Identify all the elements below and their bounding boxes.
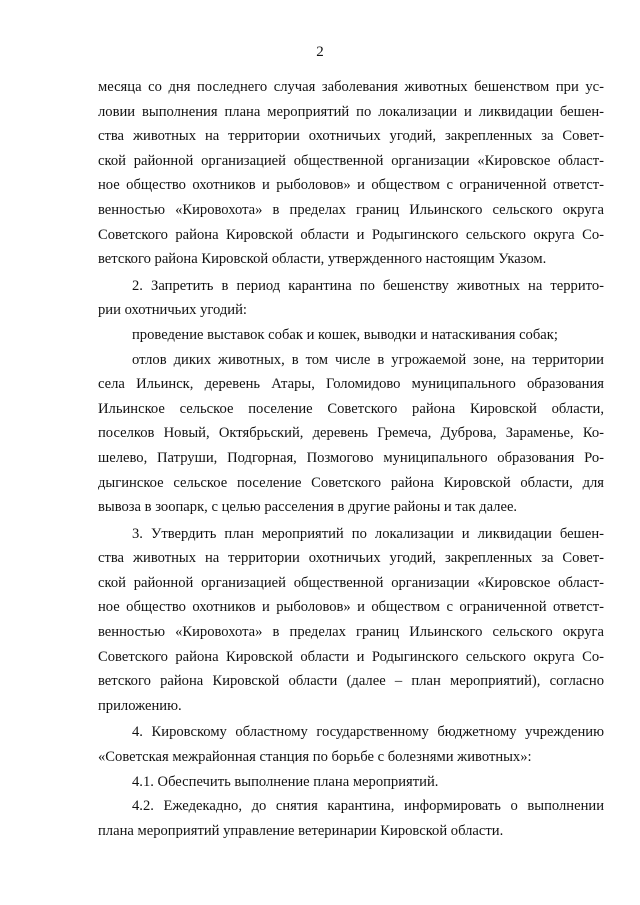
text-line: поселков Новый, Октябрьский, деревень Гремеча, Дуброва, Зараменье, Ко- [98, 425, 604, 442]
text-line: ской районной организацией общественной организации «Кировское област- [98, 152, 604, 169]
paragraph-4-start: 4. Кировскому областному государственному бюджетному учреждению [132, 724, 604, 741]
text-line: ства животных на территории охотничьих угодий, закрепленных за Совет- [98, 128, 604, 145]
text-line: венностью «Кировохота» в пределах границ Ильинского сельского округа [98, 201, 604, 218]
text-line: ветского района Кировской области, утвержденного настоящим Указом. [98, 251, 547, 268]
text-line: ловии выполнения плана мероприятий по локализации и ликвидации бешен- [98, 103, 604, 120]
text-line: ства животных на территории охотничьих угодий, закрепленных за Совет- [98, 550, 604, 567]
text-line: шелево, Патруши, Подгорная, Позмогово муниципального образования Ро- [98, 449, 604, 466]
text-line: вывоза в зоопарк, с целью расселения в другие районы и так далее. [98, 499, 518, 516]
text-line: ное общество охотников и рыболовов» и обществом с ограниченной ответст- [98, 599, 604, 616]
list-item: проведение выставок собак и кошек, выводки и натаскивания собак; [132, 326, 558, 343]
document-body [98, 75, 604, 843]
text-line: Ильинское сельское поселение Советского района Кировской области, [98, 400, 604, 417]
text-line: ской районной организацией общественной организации «Кировское област- [98, 574, 604, 591]
text-line: Советского района Кировской области и Родыгинского сельского округа Со- [98, 648, 604, 665]
text-line: приложению. [98, 697, 182, 714]
text-line: рии охотничьих угодий: [98, 302, 247, 319]
text-line: Советского района Кировской области и Родыгинского сельского округа Со- [98, 226, 604, 243]
text-line: ветского района Кировской области (далее – план мероприятий), согласно [98, 673, 604, 690]
list-item: отлов диких животных, в том числе в угрожаемой зоне, на территории [132, 351, 604, 368]
text-line: месяца со дня последнего случая заболевания животных бешенством при ус- [98, 79, 604, 95]
page-number: 2 [316, 44, 324, 60]
text-line: ное общество охотников и рыболовов» и обществом с ограниченной ответст- [98, 177, 604, 194]
text-line: дыгинское сельское поселение Советского района Кировской области, для [98, 474, 604, 491]
subitem-4-1: 4.1. Обеспечить выполнение плана мероприятий. [132, 773, 439, 790]
text-line: «Советская межрайонная станция по борьбе с болезнями животных»: [98, 749, 532, 766]
paragraph-3-start: 3. Утвердить план мероприятий по локализации и ликвидации бешен- [132, 525, 604, 542]
paragraph-2-start: 2. Запретить в период карантина по бешенству животных на террито- [132, 277, 604, 294]
text-line: венностью «Кировохота» в пределах границ Ильинского сельского округа [98, 624, 604, 641]
text-line: села Ильинск, деревень Атары, Голомидово муниципального образования [98, 376, 604, 393]
subitem-4-2: 4.2. Ежедекадно, до снятия карантина, информировать о выполнении [132, 798, 604, 815]
text-line: плана мероприятий управление ветеринарии Кировской области. [98, 822, 504, 839]
